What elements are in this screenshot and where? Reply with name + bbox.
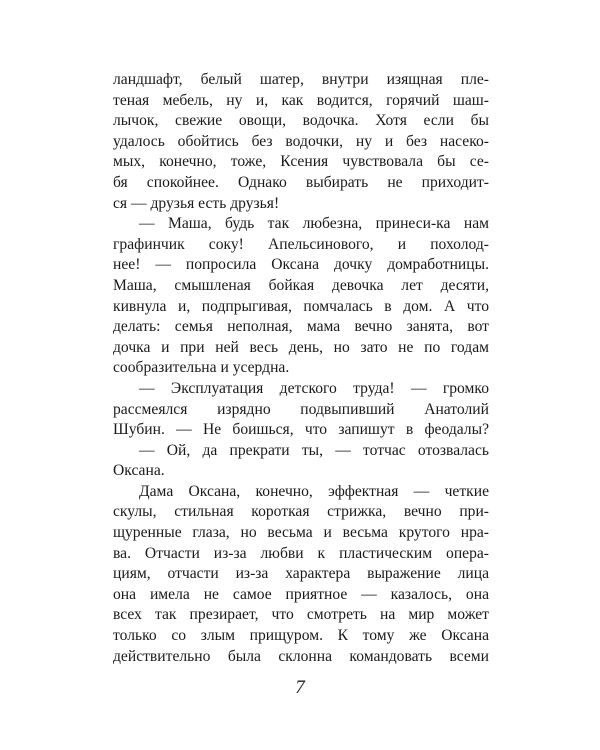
text-line: теная мебель, ну и, как водится, горячий шаш- (113, 91, 489, 109)
text-line: она имела не самое приятное — казалось, она (113, 585, 489, 603)
text-line: циям, отчасти из-за характера выражение лица (113, 565, 489, 583)
text-line: скулы, стильная короткая стрижка, вечно при- (113, 503, 489, 521)
text-line: всех так презирает, что смотреть на мир может (113, 606, 489, 624)
text-line: ва. Отчасти из-за любви к пластическим опера- (113, 544, 489, 562)
text-line: сообразительна и усердна. (113, 359, 290, 377)
text-line: Оксана. (113, 462, 165, 480)
text-line: кивнула и, подпрыгивая, помчалась в дом. А что (113, 297, 489, 315)
text-line: действительно была склонна командовать всеми (113, 647, 489, 665)
text-line: графинчик соку! Апельсинового, и похолод- (113, 235, 489, 253)
text-line: Дама Оксана, конечно, эффектная — четкие (139, 482, 489, 500)
text-line: — Ой, да прекрати ты, — тотчас отозвалась (139, 441, 489, 459)
text-line: мых, конечно, тоже, Ксения чувствовала бы се- (113, 153, 489, 171)
text-line: Маша, смышленая бойкая девочка лет десяти, (113, 276, 489, 294)
body-text (113, 70, 489, 667)
text-line: лычок, свежие овощи, водочка. Хотя если бы (113, 112, 489, 130)
text-line: рассмеялся изрядно подвыпивший Анатолий (113, 400, 489, 418)
text-line: ся — друзья есть друзья! (113, 194, 280, 212)
text-line: — Эксплуатация детского труда! — громко (139, 379, 489, 397)
page-number: 7 (295, 677, 305, 698)
text-line: щуренные глаза, но весьма и весьма крутого нра- (113, 524, 489, 542)
text-line: только со злым прищуром. К тому же Оксана (113, 627, 489, 645)
text-line: Шубин. — Не боишься, что запишут в феодалы? (113, 421, 489, 439)
text-line: делать: семья неполная, мама вечно занята, вот (113, 318, 489, 336)
text-line: нее! — попросила Оксана дочку домработницы. (113, 256, 489, 274)
text-line: удалось обойтись без водочки, ну и без насеко- (113, 132, 489, 150)
text-line: дочка и при ней весь день, но зато не по годам (113, 338, 489, 356)
text-line: — Маша, будь так любезна, принеси-ка нам (139, 215, 489, 233)
text-line: ландшафт, белый шатер, внутри изящная пле- (113, 71, 489, 88)
text-line: бя спокойнее. Однако выбирать не приходит- (113, 173, 489, 191)
